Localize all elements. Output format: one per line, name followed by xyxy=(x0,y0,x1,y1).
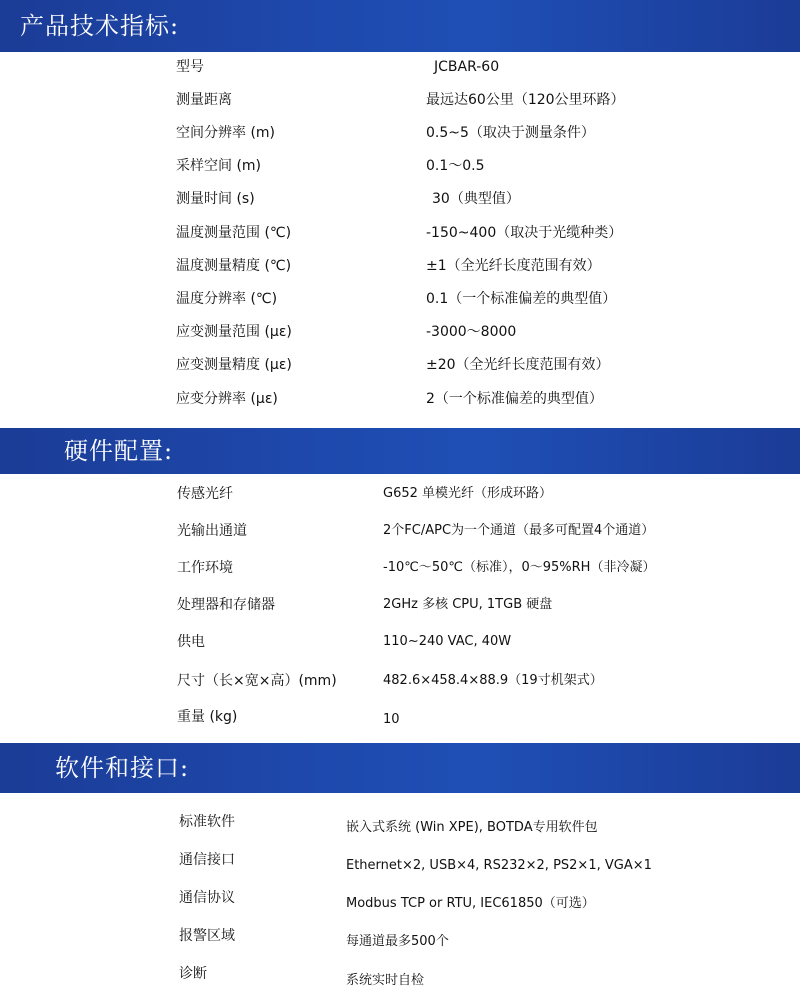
section-title: 硬件配置: xyxy=(64,437,174,465)
row-label: 尺寸（长×宽×高）(mm) xyxy=(177,673,337,689)
row-value: ±20（全光纤长度范围有效） xyxy=(426,357,610,373)
row-label: 测量时间 (s) xyxy=(176,191,255,207)
row-label: 测量距离 xyxy=(176,92,232,108)
row-value: 最远达60公里（120公里环路） xyxy=(426,92,625,108)
row-value: 2GHz 多核 CPU, 1TGB 硬盘 xyxy=(383,597,553,612)
row-value: 系统实时自检 xyxy=(346,973,425,988)
row-label: 通信接口 xyxy=(179,852,235,868)
row-label: 工作环境 xyxy=(177,560,233,576)
row-label: 通信协议 xyxy=(179,890,235,906)
row-value: Modbus TCP or RTU, IEC61850（可选） xyxy=(346,896,595,911)
row-value: 0.5~5（取决于测量条件） xyxy=(426,125,595,141)
row-value: 0.1～0.5 xyxy=(426,158,485,174)
row-label: 应变分辨率 (με) xyxy=(176,391,278,407)
row-label: 温度分辨率 (℃) xyxy=(176,291,278,307)
row-value: 482.6×458.4×88.9（19寸机架式） xyxy=(383,673,603,688)
row-label: 温度测量范围 (℃) xyxy=(176,225,292,241)
row-label: 温度测量精度 (℃) xyxy=(176,258,292,274)
row-label: 光输出通道 xyxy=(177,523,247,539)
row-value: ±1（全光纤长度范围有效） xyxy=(426,258,601,274)
section-header-specs xyxy=(0,0,800,52)
row-label: 报警区域 xyxy=(179,928,235,944)
row-label: 型号 xyxy=(176,59,204,75)
row-label: 空间分辨率 (m) xyxy=(176,125,276,141)
row-label: 重量 (kg) xyxy=(177,709,238,725)
row-value: 0.1（一个标准偏差的典型值） xyxy=(426,291,617,307)
row-label: 应变测量范围 (με) xyxy=(176,324,292,340)
section-title: 产品技术指标: xyxy=(20,12,180,40)
row-value: -150~400（取决于光缆种类） xyxy=(426,225,623,241)
row-label: 采样空间 (m) xyxy=(176,158,262,174)
section-title: 软件和接口: xyxy=(55,754,190,782)
row-value: Ethernet×2, USB×4, RS232×2, PS2×1, VGA×1 xyxy=(346,858,652,873)
row-value: 每通道最多500个 xyxy=(346,934,449,949)
row-value: JCBAR-60 xyxy=(434,59,500,75)
row-value: -10℃～50℃（标准），0～95%RH（非冷凝） xyxy=(383,560,656,575)
row-label: 标准软件 xyxy=(179,814,235,830)
row-value: 嵌入式系统 (Win XPE), BOTDA专用软件包 xyxy=(346,820,598,835)
row-label: 传感光纤 xyxy=(177,486,233,502)
row-value: 2（一个标准偏差的典型值） xyxy=(426,391,603,407)
row-value: -3000～8000 xyxy=(426,324,517,340)
section-header-hardware xyxy=(0,428,800,474)
row-value: 30（典型值） xyxy=(432,191,520,207)
row-value: 2个FC/APC为一个通道（最多可配置4个通道） xyxy=(383,523,655,538)
row-label: 处理器和存储器 xyxy=(177,597,275,613)
row-label: 应变测量精度 (με) xyxy=(176,357,292,373)
row-value: 110~240 VAC, 40W xyxy=(383,634,512,649)
row-value: G652 单模光纤（形成环路） xyxy=(383,486,553,501)
row-label: 诊断 xyxy=(179,966,207,982)
row-value: 10 xyxy=(383,712,400,727)
section-header-software xyxy=(0,743,800,793)
row-label: 供电 xyxy=(177,634,205,650)
